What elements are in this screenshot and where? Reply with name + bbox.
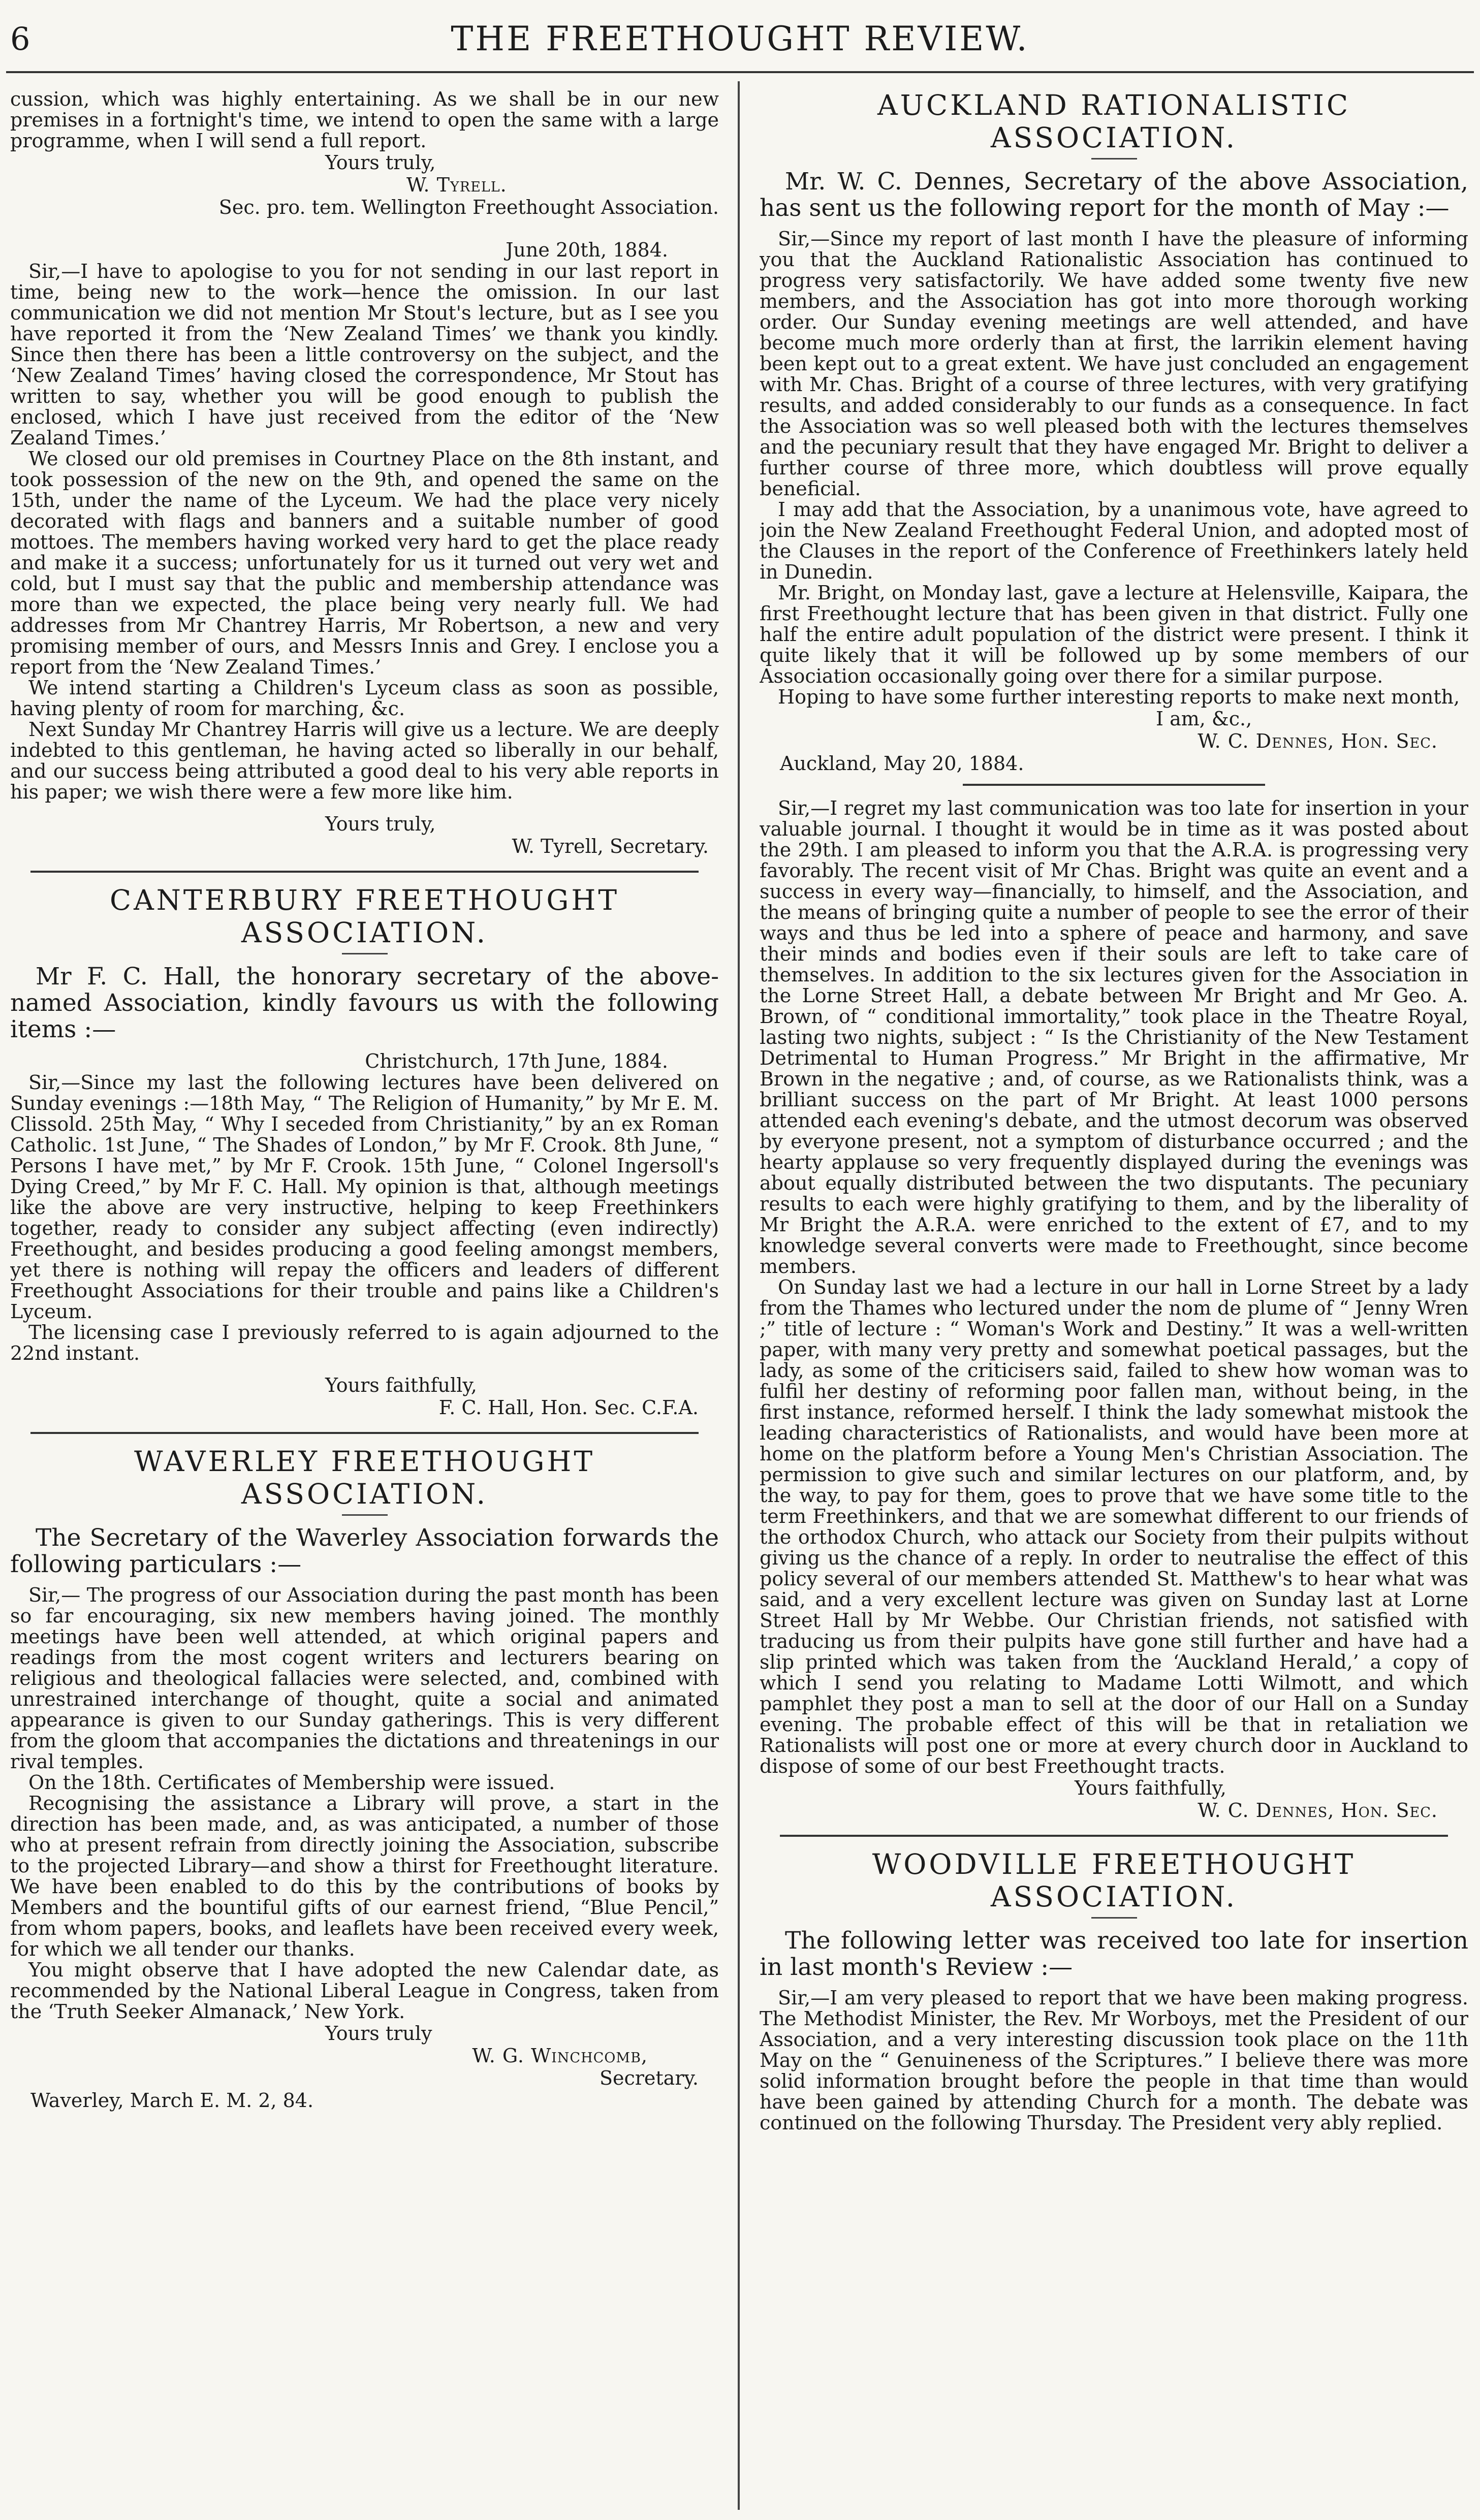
woodville-p1: Sir,—I am very pleased to report that we have been making progress. The Methodist Minister, the Rev. Mr Worboys, met the President of our Association, and a very interesting discussion took place on the 11th May on the “ Genuineness of the Scriptures.” I believe there was more solid information brought before the people in that time than would have been gained by attending Church for a month. The debate was continued on the following Thursday. The President very ably replied. [760, 1987, 1468, 2134]
auckland-letter1-closing: I am, &c., [1156, 708, 1252, 730]
canterbury-p2: The licensing case I previously referred to is again adjourned to the 22nd instant. [10, 1321, 719, 1364]
wellington-signer-1-title: Sec. pro. tem. Wellington Freethought Association. [218, 196, 719, 218]
wellington-signer-2: W. Tyrell, Secretary. [512, 835, 709, 857]
page-header [0, 0, 1480, 61]
auckland-letter2-signer: W. C. Dennes, Hon. Sec. [1198, 1799, 1438, 1822]
wellington-closing-1: Yours truly, [325, 151, 436, 174]
right-column [760, 89, 1468, 2515]
waverley-p1: Sir,— The progress of our Association during the past month has been so far encouraging, six new members having joined. The monthly meetings have been well attended, at which original papers and readings from the most cogent writers and lecturers bearing on religious and theological fallacies were selected, and, combined with unrestrained interchange of thought, quite a social and animated appearance is given to our Sunday gatherings. This is very different from the gloom that accompanies the dictations and threatenings in our rival temples. [10, 1584, 719, 1773]
woodville-intro: The following letter was received too late for insertion in last month's Review :— [760, 1927, 1468, 1981]
waverley-section [10, 1445, 719, 2112]
wellington-letter-p1: Sir,—I have to apologise to you for not sending in our last report in time, being new to the work—hence the omission. In our last communication we did not mention Mr Stout's lecture, but as I see you have reported it from the ‘New Zealand Times’ we thank you kindly. Since then there has been a little controversy on the subject, and the ‘New Zealand Times’ having closed the correspondence, Mr Stout has written to say, whether you will be good enough to publish the enclosed, which I have just received from the editor of the ‘New Zealand Times.’ [10, 260, 719, 449]
woodville-title: WOODVILLE FREETHOUGHT ASSOCIATION. [872, 1848, 1356, 1913]
letter-divider [963, 784, 1265, 786]
title-rule [1091, 1917, 1137, 1919]
waverley-p3: Recognising the assistance a Library will prove, a start in the direction has been made, and, as was anticipated, a number of those who at present refrain from directly joining the Association, subscribe to the projected Library—and show a thirst for Freethought literature. We have been enabled to do this by the contributions of books by Members and the bountiful gifts of our earnest friend, “Blue Pencil,” from whom papers, books, and leaflets have been received every week, for which we all tender our thanks. [10, 1792, 719, 1960]
wellington-continuation: cussion, which was highly entertaining. As we shall be in our new premises in a fortnight's time, we intend to open the same with a large programme, when I will send a full report. [10, 89, 719, 152]
auckland-section [760, 89, 1468, 1822]
waverley-place-date: Waverley, March E. M. 2, 84. [30, 2089, 314, 2112]
waverley-p4: You might observe that I have adopted the new Calendar date, as recommended by the National Liberal League in Congress, taken from the ‘Truth Seeker Almanack,’ New York. [10, 1959, 719, 2023]
auckland-letter1-p2: I may add that the Association, by a unanimous vote, have agreed to join the New Zealand Freethought Federal Union, and adopted most of the Clauses in the report of the Conference of Freethinkers lately held in Dunedin. [760, 498, 1468, 583]
canterbury-section [10, 884, 719, 1419]
left-column [10, 89, 719, 2515]
waverley-signer-title: Secretary. [599, 2067, 699, 2089]
title-rule [342, 953, 388, 954]
auckland-letter1-p4: Hoping to have some further interesting reports to make next month, [778, 686, 1460, 708]
section-divider [30, 871, 699, 873]
auckland-letter2-closing: Yours faithfully, [1075, 1777, 1226, 1799]
auckland-letter2-p2: On Sunday last we had a lecture in our hall in Lorne Street by a lady from the Thames who lectured under the nom de plume of “ Jenny Wren ;” title of lecture : “ Woman's Work and Destiny.” It was a well-written paper, with many very pretty and somewhat poetical passages, but the lady, as some of the criticisers said, failed to shew how woman was to fulfil her destiny of reforming poor fallen man, without being, in the first instance, reformed herself. I think the lady somewhat mistook the leading characteristics of Rationalists, and would have been more at home on the platform before a Young Men's Christian Association. The permission to give such and similar lectures on our platform, and, by the way, to pay for them, goes to prove that we have some title to the term Freethinkers, and that we are somewhat different to our friends of the orthodox Church, who attack our Society from their pulpits without giving us the chance of a reply. In order to neutralise the effect of this policy several of our members attended St. Matthew's to hear what was said, and a very excellent lecture was given on Sunday last at Lorne Street Hall by Mr Webbe. Our Christian friends, not satisfied with traducing us from their pulpits have gone still further and have had a slip printed which was taken from the ‘Auckland Herald,’ a copy of which I send you relating to Madame Lotti Wilmott, and which pamphlet they post a man to sell at the door of our Hall on a Sunday evening. The probable effect of this will be that in retaliation we Rationalists will post one or more at every church door in Auckland to dispose of some of our best Freethought tracts. [760, 1276, 1468, 1777]
wellington-letter-p3: We intend starting a Children's Lyceum class as soon as possible, having plenty of room for marching, &c. [10, 677, 719, 720]
wellington-letter-p4: Next Sunday Mr Chantrey Harris will give us a lecture. We are deeply indebted to this gentleman, he having acted so liberally in our behalf, and our success being attributed a good deal to his very able reports in his paper; we wish there were a few more like him. [10, 718, 719, 803]
auckland-title: AUCKLAND RATIONALISTIC ASSOCIATION. [877, 89, 1351, 154]
auckland-letter1-p3: Mr. Bright, on Monday last, gave a lecture at Helensville, Kaipara, the first Freethought lecture that has been given in that district. Fully one half the entire adult population of the district were present. I think it quite likely that it will be followed up by some members of our Association occasionally going over there for a similar purpose. [760, 582, 1468, 687]
journal-title: THE FREETHOUGHT REVIEW. [451, 19, 1029, 58]
auckland-letter2-p1: Sir,—I regret my last communication was too late for insertion in your valuable journal. I thought it would be in time as it was posted about the 29th. I am pleased to inform you that the A.R.A. is progressing very favorably. The recent visit of Mr Chas. Bright was quite an event and a success in every way—financially, to himself, and the Association, and the means of bringing quite a number of people to see the error of their ways and thus be led into a sphere of peace and harmony, and save their minds and bodies even if their souls are left to take care of themselves. In addition to the six lectures given for the Association in the Lorne Street Hall, a debate between Mr Bright and Mr Geo. A. Brown, of “ conditional immortality,” took place in the Theatre Royal, lasting two nights, subject : “ Is the Christianity of the New Testament Detrimental to Human Progress.” Mr Bright in the affirmative, Mr Brown in the negative ; and, of course, as we Rationalists think, was a brilliant success on the part of Mr Bright. At least 1000 persons attended each evening's debate, and the utmost decorum was observed by everyone present, not a symptom of disturbance occurred ; and the hearty applause so very frequently displayed during the evenings was about equally distributed between the two disputants. The pecuniary results to each were highly gratifying to them, and by the liberality of Mr Bright the A.R.A. were enriched to the extent of £7, and to my knowledge several converts were made to Freethought, since become members. [760, 797, 1468, 1278]
canterbury-date: Christchurch, 17th June, 1884. [365, 1050, 668, 1072]
canterbury-closing: Yours faithfully, [325, 1374, 477, 1396]
header-rule [6, 71, 1474, 73]
page-number: 6 [10, 20, 30, 57]
canterbury-p1: Sir,—Since my last the following lectures have been delivered on Sunday evenings :—18th May, “ The Religion of Humanity,” by Mr E. M. Clissold. 25th May, “ Why I seceded from Christianity,” by an ex Roman Catholic. 1st June, “ The Shades of London,” by Mr F. Crook. 8th June, “ Persons I have met,” by Mr F. Crook. 15th June, “ Colonel Ingersoll's Dying Creed,” by Mr F. C. Hall. My opinion is that, although meetings like the above are very instructive, helping to keep Freethinkers together, ready to consider any subject affecting (even indirectly) Freethought, and besides producing a good feeling amongst members, yet there is nothing will repay the officers and leaders of different Freethought Associations for their trouble and pains like a Children's Lyceum. [10, 1071, 719, 1323]
waverley-intro: The Secretary of the Waverley Association forwards the following particulars :— [10, 1524, 719, 1578]
auckland-letter1-p1: Sir,—Since my report of last month I have the pleasure of informing you that the Auckland Rationalistic Association has continued to progress very satisfactorily. We have added some twenty five new members, and the Association has got into more thorough working order. Our Sunday evening meetings are well attended, and have become much more orderly than at first, the larrikin element having been kept out to a great extent. We have just concluded an engagement with Mr. Chas. Bright of a course of three lectures, with very gratifying results, and added considerably to our funds as a consequence. In fact the Association was so well pleased both with the lectures themselves and the pecuniary result that they have engaged Mr. Bright to deliver a further course of three more, which doubtless will prove equally beneficial. [760, 228, 1468, 500]
wellington-section [10, 89, 719, 857]
canterbury-title: CANTERBURY FREETHOUGHT ASSOCIATION. [110, 884, 619, 949]
wellington-letter-p2: We closed our old premises in Courtney Place on the 8th instant, and took possession of the new on the 9th, and opened the same on the 15th, under the name of the Lyceum. We had the place very nicely decorated with flags and banners and a suitable number of good mottoes. The members having worked very hard to get the place ready and make it a success; unfortunately for us it turned out very wet and cold, but I must say that the public and membership attendance was more than we expected, the place being very nearly full. We had addresses from Mr Chantrey Harris, Mr Robertson, a new and very promising member of ours, and Messrs Innis and Grey. I enclose you a report from the ‘New Zealand Times.’ [10, 448, 719, 678]
waverley-signer: W. G. Winchcomb, [472, 2045, 648, 2067]
wellington-closing-2: Yours truly, [325, 813, 436, 835]
canterbury-intro: Mr F. C. Hall, the honorary secretary of the above-named Association, kindly favours us with the following items :— [10, 963, 719, 1043]
title-rule [342, 1514, 388, 1516]
waverley-closing: Yours truly [325, 2022, 432, 2045]
wellington-date: June 20th, 1884. [506, 239, 668, 261]
title-rule [1091, 158, 1137, 160]
waverley-title: WAVERLEY FREETHOUGHT ASSOCIATION. [134, 1445, 595, 1510]
section-divider [30, 1432, 699, 1434]
wellington-signer-1: W. Tyrell. [406, 174, 507, 196]
waverley-p2: On the 18th. Certificates of Membership were issued. [28, 1771, 555, 1794]
column-divider [738, 81, 740, 2510]
auckland-letter1-signer: W. C. Dennes, Hon. Sec. [1198, 730, 1438, 752]
canterbury-signer: F. C. Hall, Hon. Sec. C.F.A. [438, 1396, 699, 1419]
woodville-section [760, 1848, 1468, 2133]
auckland-intro: Mr. W. C. Dennes, Secretary of the above Association, has sent us the following report for the month of May :— [760, 168, 1468, 222]
section-divider [780, 1835, 1448, 1837]
auckland-letter1-place-date: Auckland, May 20, 1884. [780, 752, 1024, 775]
